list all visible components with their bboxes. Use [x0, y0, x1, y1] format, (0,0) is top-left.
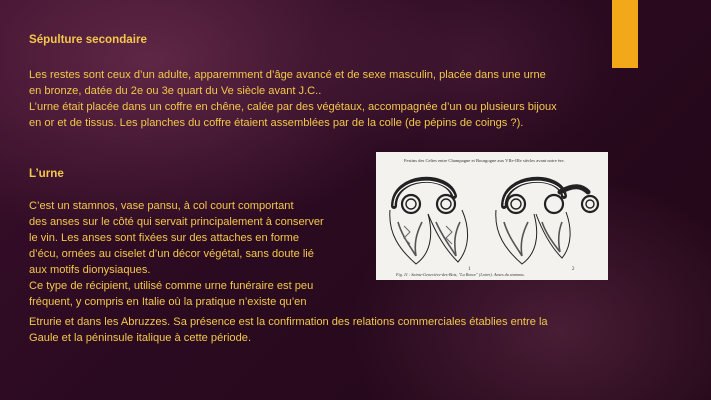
intro-line: L’urne était placée dans un coffre en chêne, calée par des végétaux, accompagnée d’un ou plusieurs bijoux — [29, 101, 557, 113]
urne-line: Ce type de récipient, utilisé comme urne funéraire est peu — [29, 280, 314, 292]
intro-paragraph — [29, 67, 599, 131]
handle-drawing-right — [496, 180, 598, 264]
section-heading-urne: L’urne — [29, 167, 64, 180]
intro-line: en bronze, datée du 2e ou 3e quart du Ve siècle avant J.C.. — [29, 85, 322, 97]
urne-line: des anses sur le côté qui servait principalement à conserver — [29, 216, 324, 228]
urne-line: Etrurie et dans les Abruzzes. Sa présence est la confirmation des relations commerciales établies entre la — [29, 316, 548, 328]
stamnos-handles-drawing — [376, 152, 608, 280]
figure-top-caption: Festins des Celtes entre Champagne et Bourgogne aux VIIe-IIIe siècles avant notre ère. — [404, 158, 565, 163]
urne-line: C’est un stamnos, vase pansu, à col court comportant — [29, 200, 294, 212]
stamnos-handles-figure — [376, 152, 608, 280]
urne-line: le vin. Les anses sont fixées sur des attaches en forme — [29, 232, 300, 244]
urne-paragraph-continued — [29, 314, 609, 346]
accent-bar — [612, 0, 638, 68]
urne-paragraph — [29, 198, 374, 310]
handle-drawing-left — [390, 180, 468, 264]
intro-line: Les restes sont ceux d’un adulte, apparemment d’âge avancé et de sexe masculin, placée dans une urne — [29, 69, 546, 81]
urne-line: aux motifs dionysiaques. — [29, 264, 151, 276]
urne-line: fréquent, y compris en Italie où la pratique n’existe qu’en — [29, 296, 307, 308]
figure-label-2: 2 — [572, 267, 575, 272]
figure-label-1: 1 — [468, 267, 471, 272]
urne-line: Gaule et la péninsule italique à cette période. — [29, 332, 252, 344]
figure-bottom-caption: Fig. 11 : Sainte-Geneviève-des-Bois, "La Ronce" (Loiret). Anses du stamnos. — [396, 272, 525, 277]
urne-line: d’écu, ornées au ciselet d’un décor végétal, sans doute lié — [29, 248, 314, 260]
section-heading-sepulture: Sépulture secondaire — [29, 33, 147, 46]
intro-line: en or et de tissus. Les planches du coffre étaient assemblées par de la colle (de pépins de coings ?). — [29, 117, 524, 129]
